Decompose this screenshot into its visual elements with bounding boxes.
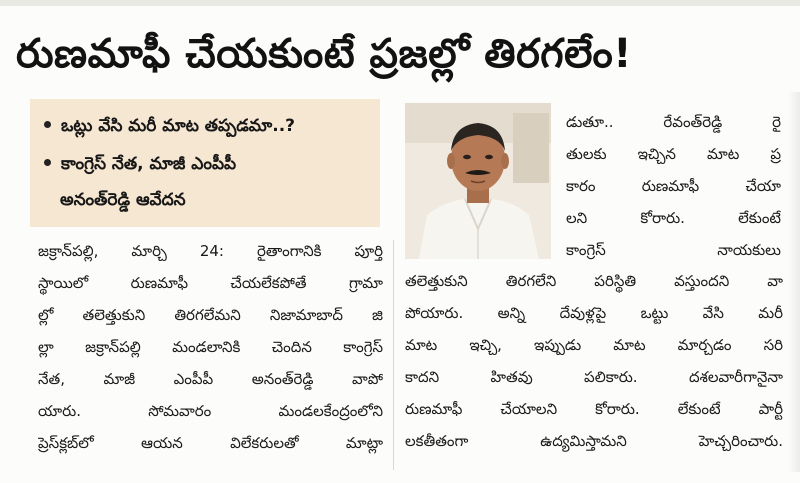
- article-line: కారం రుణమాఫీ చేయా: [566, 177, 781, 195]
- article-right-column-top: [566, 106, 781, 266]
- highlight-bullet-2-text-line1: కాంగ్రెస్‌ నేత, మాజీ ఎంపీపీ: [61, 154, 237, 174]
- highlight-box: [30, 99, 380, 227]
- article-line: నేత, మాజీ ఎంపీపీ అనంత్‌రెడ్డి వాపో: [38, 370, 383, 388]
- highlight-bullet-1-text: ఒట్లు వేసి మరీ మాట తప్పడమా..?: [61, 116, 296, 136]
- highlight-bullet-2-continued: [60, 183, 390, 217]
- person-photo: [405, 103, 551, 259]
- highlight-bullet-1: [44, 109, 374, 143]
- article-right-column-bottom: [405, 265, 783, 457]
- top-rule: [0, 0, 800, 6]
- page-edge-shadow: [788, 92, 800, 472]
- article-line: మాట ఇచ్చి, ఇప్పుడు మాట మార్చడం సరి: [405, 336, 783, 354]
- highlight-bullet-2-text-line2: అనంత్‌రెడ్డి ఆవేదన: [60, 190, 186, 210]
- column-divider: [393, 240, 394, 470]
- article-line: ల్లా జక్రాన్‌పల్లి మండలానికి చెందిన కాంగ్రెస్‌: [38, 338, 383, 356]
- article-line: స్థాయిలో రుణమాఫీ చేయలేకపోతే గ్రామా: [38, 274, 383, 292]
- article-line: యారు. సోమవారం మండలకేంద్రంలోని: [38, 402, 383, 420]
- article-line: ప్రెస్‌క్లబ్‌లో ఆయన విలేకరులతో మాట్లా: [38, 434, 383, 452]
- article-line: డుతూ.. రేవంత్‌రెడ్డి రై: [566, 113, 781, 131]
- article-line: తులకు ఇచ్చిన మాట ప్ర: [566, 145, 781, 163]
- article-line: జక్రాన్‌పల్లి, మార్చి 24: రైతాంగానికి పూర్తి: [38, 242, 383, 260]
- article-line: తలెత్తుకుని తిరగలేని పరిస్థితి వస్తుందని వా: [405, 272, 783, 290]
- article-line: కాంగ్రెస్‌ నాయకులు: [566, 241, 781, 259]
- article-line: కాదని హితవు పలికారు. దశలవారీగానైనా: [405, 368, 783, 386]
- headline: రుణమాఫీ చేయకుంటే ప్రజల్లో తిరగలేం!: [16, 31, 632, 77]
- article-left-column: [38, 235, 383, 459]
- bullet-icon: [44, 121, 51, 128]
- article-line: లని కోరారు. లేకుంటే: [566, 209, 781, 227]
- bullet-icon: [44, 159, 51, 166]
- article-line: ల్లో తలెత్తుకుని తిరగలేమని నిజామాబాద్‌ జి: [38, 306, 383, 324]
- person-photo-icon: [405, 103, 551, 259]
- article-line: లకతీతంగా ఉద్యమిస్తామని హెచ్చరించారు.: [405, 432, 783, 450]
- article-line: పోయారు. అన్ని దేవుళ్లపై ఒట్టు వేసి మరీ: [405, 304, 783, 322]
- article-line: రుణమాఫీ చేయాలని కోరారు. లేకుంటే పార్టీ: [405, 400, 783, 418]
- highlight-bullet-2: [44, 147, 374, 181]
